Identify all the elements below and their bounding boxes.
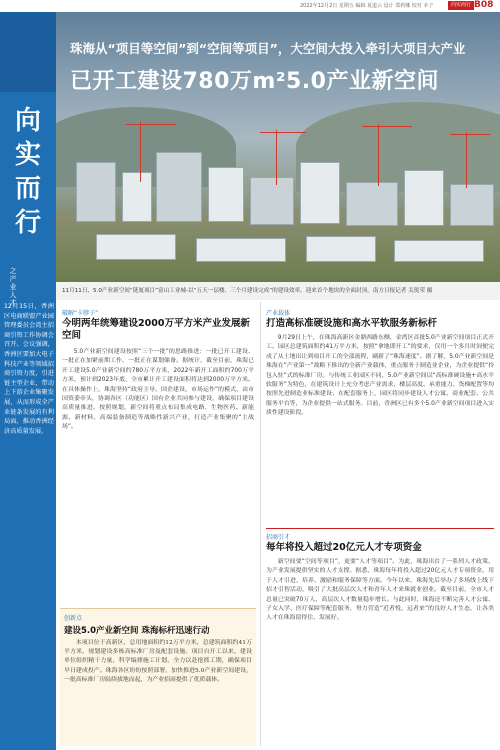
page-header — [0, 0, 500, 12]
highlight-kicker: 创新点 — [64, 615, 83, 622]
article2-kicker: 产业载体 — [266, 310, 291, 317]
calligraphy-char: 实 — [14, 140, 41, 170]
building — [250, 177, 294, 225]
left-column-stripe — [0, 12, 56, 92]
calligraphy-char: 行 — [14, 208, 41, 238]
article3-kicker: 招商引才 — [266, 534, 291, 541]
banner-headline: 已开工建设780万m²5.0产业新空间 — [70, 69, 439, 94]
tower-crane — [276, 130, 277, 185]
left-column — [0, 12, 56, 750]
highlight-box — [60, 608, 256, 746]
building — [306, 236, 376, 262]
calligraphy-title — [6, 104, 50, 240]
building — [300, 162, 340, 224]
hero-banner — [56, 12, 500, 300]
building — [122, 172, 152, 222]
building — [394, 240, 484, 262]
article1-title: 今明两年统筹建设2000万平方米产业发展新空间 — [62, 318, 250, 341]
building — [208, 167, 244, 222]
page-number: B08 — [474, 0, 494, 10]
calligraphy-char: 而 — [14, 174, 41, 204]
article1-body: 5.0产业新空间建设按照“三个一批”的思路推进：一批已开工建设、一批正在加紧前期工作、一批正在谋划储备。据统计，截至目前，珠海已开工建设5.0产业新空间约780万平方米，2022年新开工面积约700万平方米，预计到2023年底，全市累计开工建设面积将达到2000万平方米。在具体操作上，珠海坚持“政府主导、国企建设、市场运作”的模式，由市国资委牵头，协调各区（功能区）国有企业共同参与建设，确保项目建设高质量推进。按照规划，新空间将重点布局集成电路、生物医药、新能源、新材料、高端装备制造等战略性新兴产业，打造产业集聚的“主战场”。 — [62, 349, 254, 431]
tower-crane — [140, 122, 141, 182]
article1-kicker: 破解“卡脖子” — [62, 310, 99, 317]
article2-title: 打造高标准硬设施和高水平软服务新标杆 — [266, 318, 438, 329]
building — [156, 152, 202, 222]
article3-title: 每年将投入超过20亿元人才专项资金 — [266, 542, 422, 553]
tower-crane-arm — [260, 132, 306, 133]
issue-meta: 2022年12月2日 星期五 编辑 夏道云 设计 郑莉娜 校对 本子 — [300, 3, 434, 9]
building — [96, 234, 176, 260]
column-divider — [260, 302, 261, 746]
tower-crane-arm — [126, 124, 176, 125]
sidebar-text: 12月15日，香洲区电商联盟产业园管理委员会湾主招商引资工作协调会召开。会议强调，香洲区要加大电子科技产业等领域招商引资力度，引进链主型企业，带动上下游企业集聚发展，从而形成全产业链条发展的有利局面，推动香洲经济高质量发展。 — [4, 303, 54, 435]
building — [450, 184, 494, 226]
calligraphy-char: 向 — [14, 106, 41, 136]
building — [76, 162, 116, 222]
article3-body: 新空间要“空间等项目”，更要“人才等项目”。为此，珠海出台了一系列人才政策，为产业发展提供坚实的人才支撑。据悉，珠海每年将投入超过20亿元人才专项资金，用于人才引进、培养、激励和服务保障等方面。今年以来，珠海先后举办了多场线上线下招才引智活动，吸引了大批高层次人才和青年人才来珠就业创业。截至目前，全市人才总量已突破70万人，高层次人才数量稳步增长。与此同时，珠海还不断完善人才公寓、子女入学、医疗保障等配套服务，努力营造“近者悦、远者来”的良好人才生态，让各类人才在珠海留得住、发展好。 — [266, 559, 494, 622]
tower-crane — [378, 124, 379, 186]
column-tag: 向实而行 — [448, 1, 474, 10]
building — [346, 182, 398, 226]
highlight-body: 本项目位于高新区，总用地面积约12万平方米，总建筑面积约41万平方米，规划建设多栋高标准厂房及配套设施。项目自开工以来，建设单位组织精干力量，科学编排施工计划，全力以赴抢抓工期，确保项目早日建成投产。珠海各区纷纷按照部署，加快推进5.0产业新空间建设，一批高标准厂房陆续拔地而起，为产业招商提供了优质载体。 — [64, 640, 252, 683]
building — [404, 170, 444, 226]
section-rule — [266, 528, 494, 529]
tower-crane-arm — [362, 126, 412, 127]
highlight-title: 建设5.0产业新空间 珠海标杆迅速行动 — [64, 626, 210, 636]
banner-subtitle: 珠海从“项目等空间”到“空间等项目”，大空间大投入牵引大项目大产业 — [70, 41, 466, 56]
building — [196, 238, 286, 262]
photo-caption: 11月11日，5.0产业新空间“链厦项目”富山工业城-以“五天一层楼、三个月建设完成”的建设效率，迎来首个地块的全面封顶。南方日报记者 关锐荣 摄 — [56, 282, 500, 300]
article2-body: 9月29日上午，在珠海高新区金鼎西路东侧，金湾区首批5.0产业新空间项目正式开工。园区总建筑面积约41万平方米，按照“拿地即开工”的要求，仅用一个多月时间便完成了从土地出让到项目开工的全部流程，刷新了“珠海速度”。据了解，5.0产业新空间是珠海在“产业第一”战略下推出的全新产业载体，重点服务于制造业企业，为企业提供“拎包入驻”式的标准厂房。与传统工业园区不同，5.0产业新空间以“高标准硬设施+高水平软服务”为特色，在建筑设计上充分考虑产业需求，楼层高度、承重能力、货梯配置等均按照先进制造业标准建设；在配套服务上，园区将同步建设人才公寓、商业配套、公共服务平台等，为企业提供一站式服务。目前，香洲区已有多个5.0产业新空间项目进入实质性建设阶段。 — [266, 335, 494, 417]
column-name: 之产业人才 — [9, 267, 17, 307]
tower-crane-arm — [450, 134, 490, 135]
tower-crane — [466, 132, 467, 188]
